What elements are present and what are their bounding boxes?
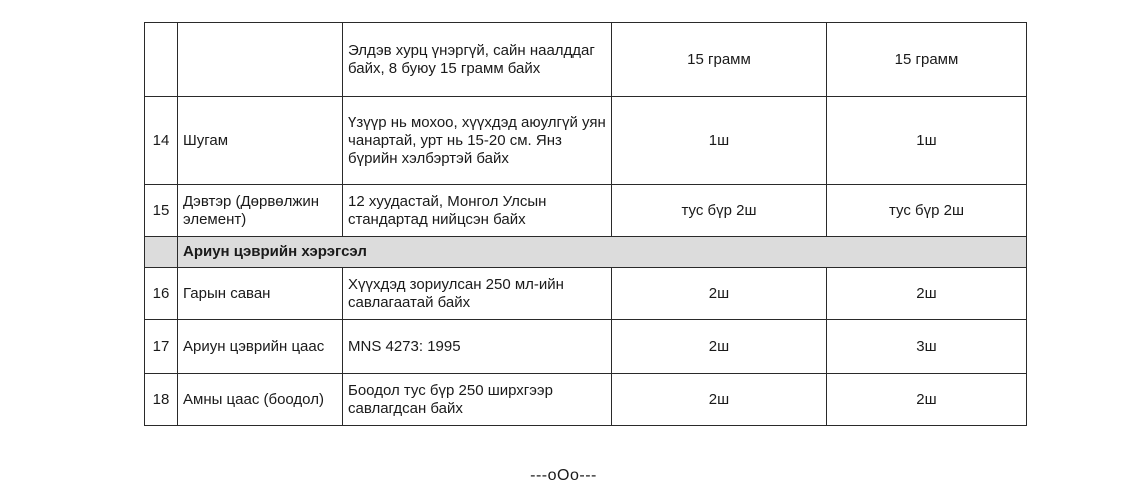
item-quantity-b: 15 грамм xyxy=(827,23,1027,97)
item-quantity-a: 2ш xyxy=(612,268,827,320)
item-name: Гарын саван xyxy=(178,268,343,320)
item-description: Хүүхдэд зориулсан 250 мл-ийн савлагаатай байх xyxy=(343,268,612,320)
item-description: Боодол тус бүр 250 ширхгээр савлагдсан байх xyxy=(343,374,612,426)
item-quantity-a: 2ш xyxy=(612,320,827,374)
row-number: 16 xyxy=(145,268,178,320)
item-description: Элдэв хурц үнэргүй, сайн наалддаг байх, 8 буюу 15 грамм байх xyxy=(343,23,612,97)
section-number-cell xyxy=(145,237,178,268)
row-number xyxy=(145,23,178,97)
section-header-row xyxy=(145,237,1027,268)
item-name: Амны цаас (боодол) xyxy=(178,374,343,426)
item-quantity-b: 2ш xyxy=(827,268,1027,320)
item-name xyxy=(178,23,343,97)
table-row xyxy=(145,268,1027,320)
row-number: 17 xyxy=(145,320,178,374)
item-name: Ариун цэврийн цаас xyxy=(178,320,343,374)
item-description: MNS 4273: 1995 xyxy=(343,320,612,374)
row-number: 14 xyxy=(145,97,178,185)
table-row xyxy=(145,320,1027,374)
item-quantity-b: 3ш xyxy=(827,320,1027,374)
item-quantity-b: тус бүр 2ш xyxy=(827,185,1027,237)
item-description: 12 хуудастай, Монгол Улсын стандартад нийцсэн байх xyxy=(343,185,612,237)
item-name: Дэвтэр (Дөрвөлжин элемент) xyxy=(178,185,343,237)
item-quantity-a: 15 грамм xyxy=(612,23,827,97)
row-number: 18 xyxy=(145,374,178,426)
table-row xyxy=(145,97,1027,185)
table-row xyxy=(145,185,1027,237)
item-quantity-a: 1ш xyxy=(612,97,827,185)
item-quantity-b: 2ш xyxy=(827,374,1027,426)
row-number: 15 xyxy=(145,185,178,237)
table-row xyxy=(145,23,1027,97)
section-title: Ариун цэврийн хэрэгсэл xyxy=(178,237,1027,268)
item-description: Үзүүр нь мохоо, хүүхдэд аюулгүй уян чанартай, урт нь 15-20 см. Янз бүрийн хэлбэртэй байх xyxy=(343,97,612,185)
table-row xyxy=(145,374,1027,426)
item-quantity-b: 1ш xyxy=(827,97,1027,185)
supplies-table xyxy=(144,22,1027,426)
item-quantity-a: тус бүр 2ш xyxy=(612,185,827,237)
item-name: Шугам xyxy=(178,97,343,185)
end-of-document-mark: ---oOo--- xyxy=(530,467,597,484)
item-quantity-a: 2ш xyxy=(612,374,827,426)
